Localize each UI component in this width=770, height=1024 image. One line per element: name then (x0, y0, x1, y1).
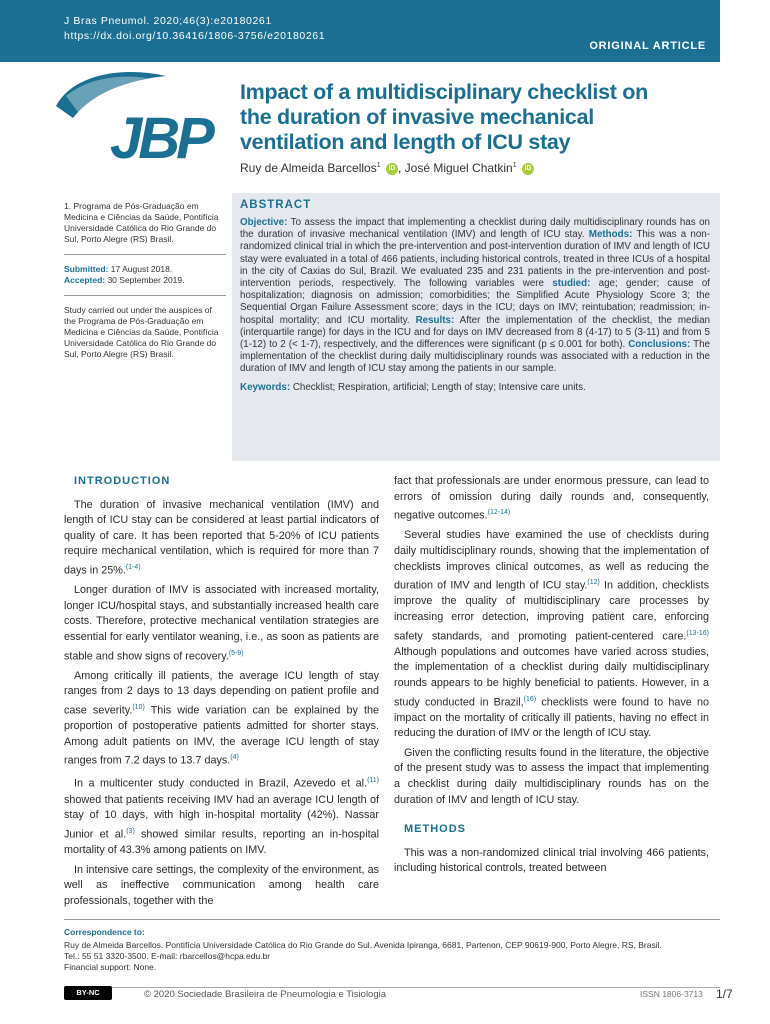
financial-support: Financial support: None. (64, 962, 157, 972)
copyright: © 2020 Sociedade Brasileira de Pneumologia e Tisiologia (144, 989, 387, 1000)
citation-ref[interactable]: (10) (132, 703, 145, 711)
journal-citation: J Bras Pneumol. 2020;46(3):e20180261 (64, 15, 272, 27)
paragraph (64, 863, 379, 910)
orcid-icon[interactable]: iD (522, 163, 534, 175)
citation-ref[interactable]: (13-16) (686, 629, 709, 637)
citation-ref[interactable]: (1-4) (125, 563, 141, 571)
abstract-text (240, 217, 710, 376)
right-column (394, 474, 709, 881)
accepted-label: Accepted: (64, 275, 106, 285)
citation-ref[interactable]: (4) (230, 754, 239, 762)
paragraph-text: showed similar results, reporting an in-hospital mortality of 43.3% among patients on IMV. (64, 828, 379, 857)
abstract-box (232, 193, 720, 461)
keywords (240, 382, 710, 394)
submitted-date: 17 August 2018. (108, 264, 173, 274)
methods-text-cont: age; gender; cause of hospitalization; diagnosis on admission; comorbidities; the Simplified Acute Physiology Score 3; the Sequential Organ Failure Assessment score; days in the ICU; days on IMV; reintubation; readmission; in-hospital mortality; and ICU mortality. (240, 278, 710, 326)
orcid-icon[interactable]: iD (386, 163, 398, 175)
paragraph (64, 773, 379, 858)
paragraph (394, 746, 709, 808)
objective-label: Objective: (240, 217, 288, 228)
paragraph-text: In intensive care settings, the complexity of the environment, as well as ineffective communication among health care professionals, together with the (64, 863, 379, 907)
paragraph-text: In a multicenter study conducted in Brazil, Azevedo et al. (74, 778, 368, 791)
methods-heading: METHODS (404, 823, 466, 836)
correspondence-label: Correspondence to: (64, 927, 145, 937)
methods-text: This was a non-randomized clinical trial in which the pre-intervention and post-intervention duration of IMV and length of ICU stay were evaluated in a total of 466 patients, including historical controls, treated in three ICUs of a hospital in the city of Caxias do Sul, Brazil. We evaluated 235 and 231 patients in the pre-intervention and post-intervention periods, respectively. The following variables were (240, 229, 711, 290)
paragraph-text: This was a non-randomized clinical trial involving 466 patients, including historical controls, treated between (394, 846, 709, 875)
conclusions-label: Conclusions: (628, 339, 691, 351)
citation-ref[interactable]: (12) (587, 579, 600, 587)
citation-ref[interactable]: (16) (523, 695, 537, 703)
logo-text: JBP (110, 106, 211, 171)
results-label: Results: (415, 314, 455, 326)
paragraph-text: checklists were found to have no impact on the mortality of critically ill patients, having no effect in reducing the duration of IMV or the length of ICU stay. (394, 696, 709, 740)
conclusions-text: The implementation of the checklist during daily multidisciplinary rounds was associated with a reduction in the duration of IMV and length of ICU stay among the patients in our sample. (240, 339, 710, 375)
divider (64, 254, 226, 255)
studied-label: studied: (552, 278, 591, 290)
paragraph-text: Several studies have examined the use of checklists during daily multidisciplinary rounds, showing that the implementation of checklists improves clinical outcomes, as well as reducing the duration of IMV and length of ICU stay. (394, 529, 709, 592)
citation-block (64, 14, 325, 44)
paragraph-text: Among critically ill patients, the average ICU length of stay ranges from 2 days to 13 days depending on patient profile and case severity. (64, 669, 379, 717)
correspondence-contact: Tel.: 55 51 3320-3500. E-mail: rbarcellos@hcpa.edu.br (64, 951, 271, 961)
journal-header-bar (0, 0, 720, 62)
paragraph (394, 846, 709, 877)
results-text: After the implementation of the checklist, the median (interquartile range) for days in the ICU and for days on IMV decreased from 8 (4-17) to 5 (3-11) and from 5 (1-12) to 2 (< 1-7), respectively, and the differences were significant (p ≤ 0.001 for both). (240, 314, 711, 351)
sidebar-notes (64, 201, 226, 369)
paragraph (394, 528, 709, 742)
license-text: BY-NC (76, 988, 100, 997)
page-footer (64, 987, 733, 1004)
introduction-heading: INTRODUCTION (74, 475, 171, 487)
keywords-text: Checklist; Respiration, artificial; Length of stay; Intensive care units. (290, 381, 586, 393)
paragraph-text: This wide variation can be explained by the proportion of postoperative patients admitted for shorter stays. Among adult patients on IMV, the average ICU length of stay ranges from 7.2 days to 13.7 days. (64, 704, 379, 767)
cc-license-icon[interactable] (64, 986, 112, 1000)
paragraph-text: Although populations and outcomes have varied across studies, the implementation of a checklist during daily multidisciplinary rounds appears to be highly beneficial to patients. However, in a study conducted in Brazil, (394, 645, 709, 709)
jbp-logo (48, 66, 228, 176)
abstract-heading: ABSTRACT (240, 199, 312, 211)
author-affiliation-mark: 1 (512, 162, 517, 169)
citation-ref[interactable]: (11) (367, 777, 379, 785)
doi-link[interactable]: https://dx.doi.org/10.36416/1806-3756/e20180261 (64, 30, 326, 42)
article-title: Impact of a multidisciplinary checklist on the duration of invasive mechanical ventilation and length of ICU stay (240, 80, 648, 154)
dates (64, 264, 226, 286)
divider (64, 295, 226, 296)
paragraph (394, 474, 709, 524)
author-name: Ruy de Almeida Barcellos (240, 161, 377, 175)
paragraph-text: Longer duration of IMV is associated with increased mortality, longer ICU/hospital stays, and substantially increased health care costs. Therefore, protective mechanical ventilation strategies are essential for early ventilator weaning, i.e., as soon as patients are stable and show signs of recovery. (64, 584, 379, 663)
citation-ref[interactable]: (12-14) (487, 509, 511, 517)
paragraph-text: Given the conflicting results found in the literature, the objective of the present study was to assess the impact that implementing a checklist during daily multidisciplinary rounds has on the duration of IMV and length of ICU stay. (394, 746, 709, 806)
article-type-tag: ORIGINAL ARTICLE (589, 40, 706, 52)
author-name: José Miguel Chatkin (404, 161, 513, 175)
affiliation: 1. Programa de Pós-Graduação em Medicina e Ciências da Saúde, Pontifícia Universidade Católica do Rio Grande do Sul, Porto Alegre (RS) Brasil. (64, 201, 219, 244)
correspondence-address: Ruy de Almeida Barcellos. Pontifícia Universidade Católica do Rio Grande do Sul, Avenida Ipiranga, 6681, Partenon, CEP 90619-900, Porto Alegre, RS, Brasil. (64, 940, 662, 950)
citation-ref[interactable]: (5-9) (228, 649, 244, 657)
paragraph-text: In addition, checklists improve the quality of multidisciplinary care processes by increasing error detection, improving patient care, enforcing safety standards, and promoting patient-centered care. (394, 579, 709, 643)
submitted-label: Submitted: (64, 264, 109, 274)
paragraph-text: The duration of invasive mechanical ventilation (IMV) and length of ICU stay can be considered at least partial indicators of quality of care. It has been reported that 5-20% of ICU patients require mechanical ventilation, which is required for more than 7 days in 25%. (64, 498, 379, 577)
page-number: 1/7 (716, 987, 733, 1001)
citation-ref[interactable]: (3) (126, 827, 135, 835)
paragraph (64, 498, 379, 580)
author-list (240, 161, 534, 175)
correspondence-block (64, 919, 720, 973)
methods-label: Methods: (588, 229, 633, 241)
paragraph (64, 669, 379, 770)
objective-text: To assess the impact that implementing a checklist during daily multidisciplinary rounds has on the duration of invasive mechanical ventilation (IMV) and length of ICU stay. (240, 217, 710, 241)
paragraph (64, 583, 379, 665)
paragraph-text: showed that patients receiving IMV had an average ICU length of stay of 10 days, with high in-hospital mortality (42%). Nassar Junior et al. (64, 793, 379, 841)
left-column (64, 474, 379, 913)
author-separator: , (397, 161, 405, 175)
paragraph-text: fact that professionals are under enormous pressure, can lead to errors of omission during daily rounds and, consequently, negative outcomes. (394, 475, 709, 522)
accepted-date: 30 September 2019. (105, 275, 185, 285)
keywords-label: Keywords: (240, 381, 291, 393)
study-note: Study carried out under the auspices of the Programa de Pós-Graduação em Medicina e Ciências da Saúde, Pontifícia Universidade Católica do Rio Grande do Sul, Porto Alegre (RS) Brasil. (64, 305, 219, 359)
issn: ISSN 1806-3713 (640, 989, 703, 999)
author-affiliation-mark: 1 (376, 162, 381, 169)
